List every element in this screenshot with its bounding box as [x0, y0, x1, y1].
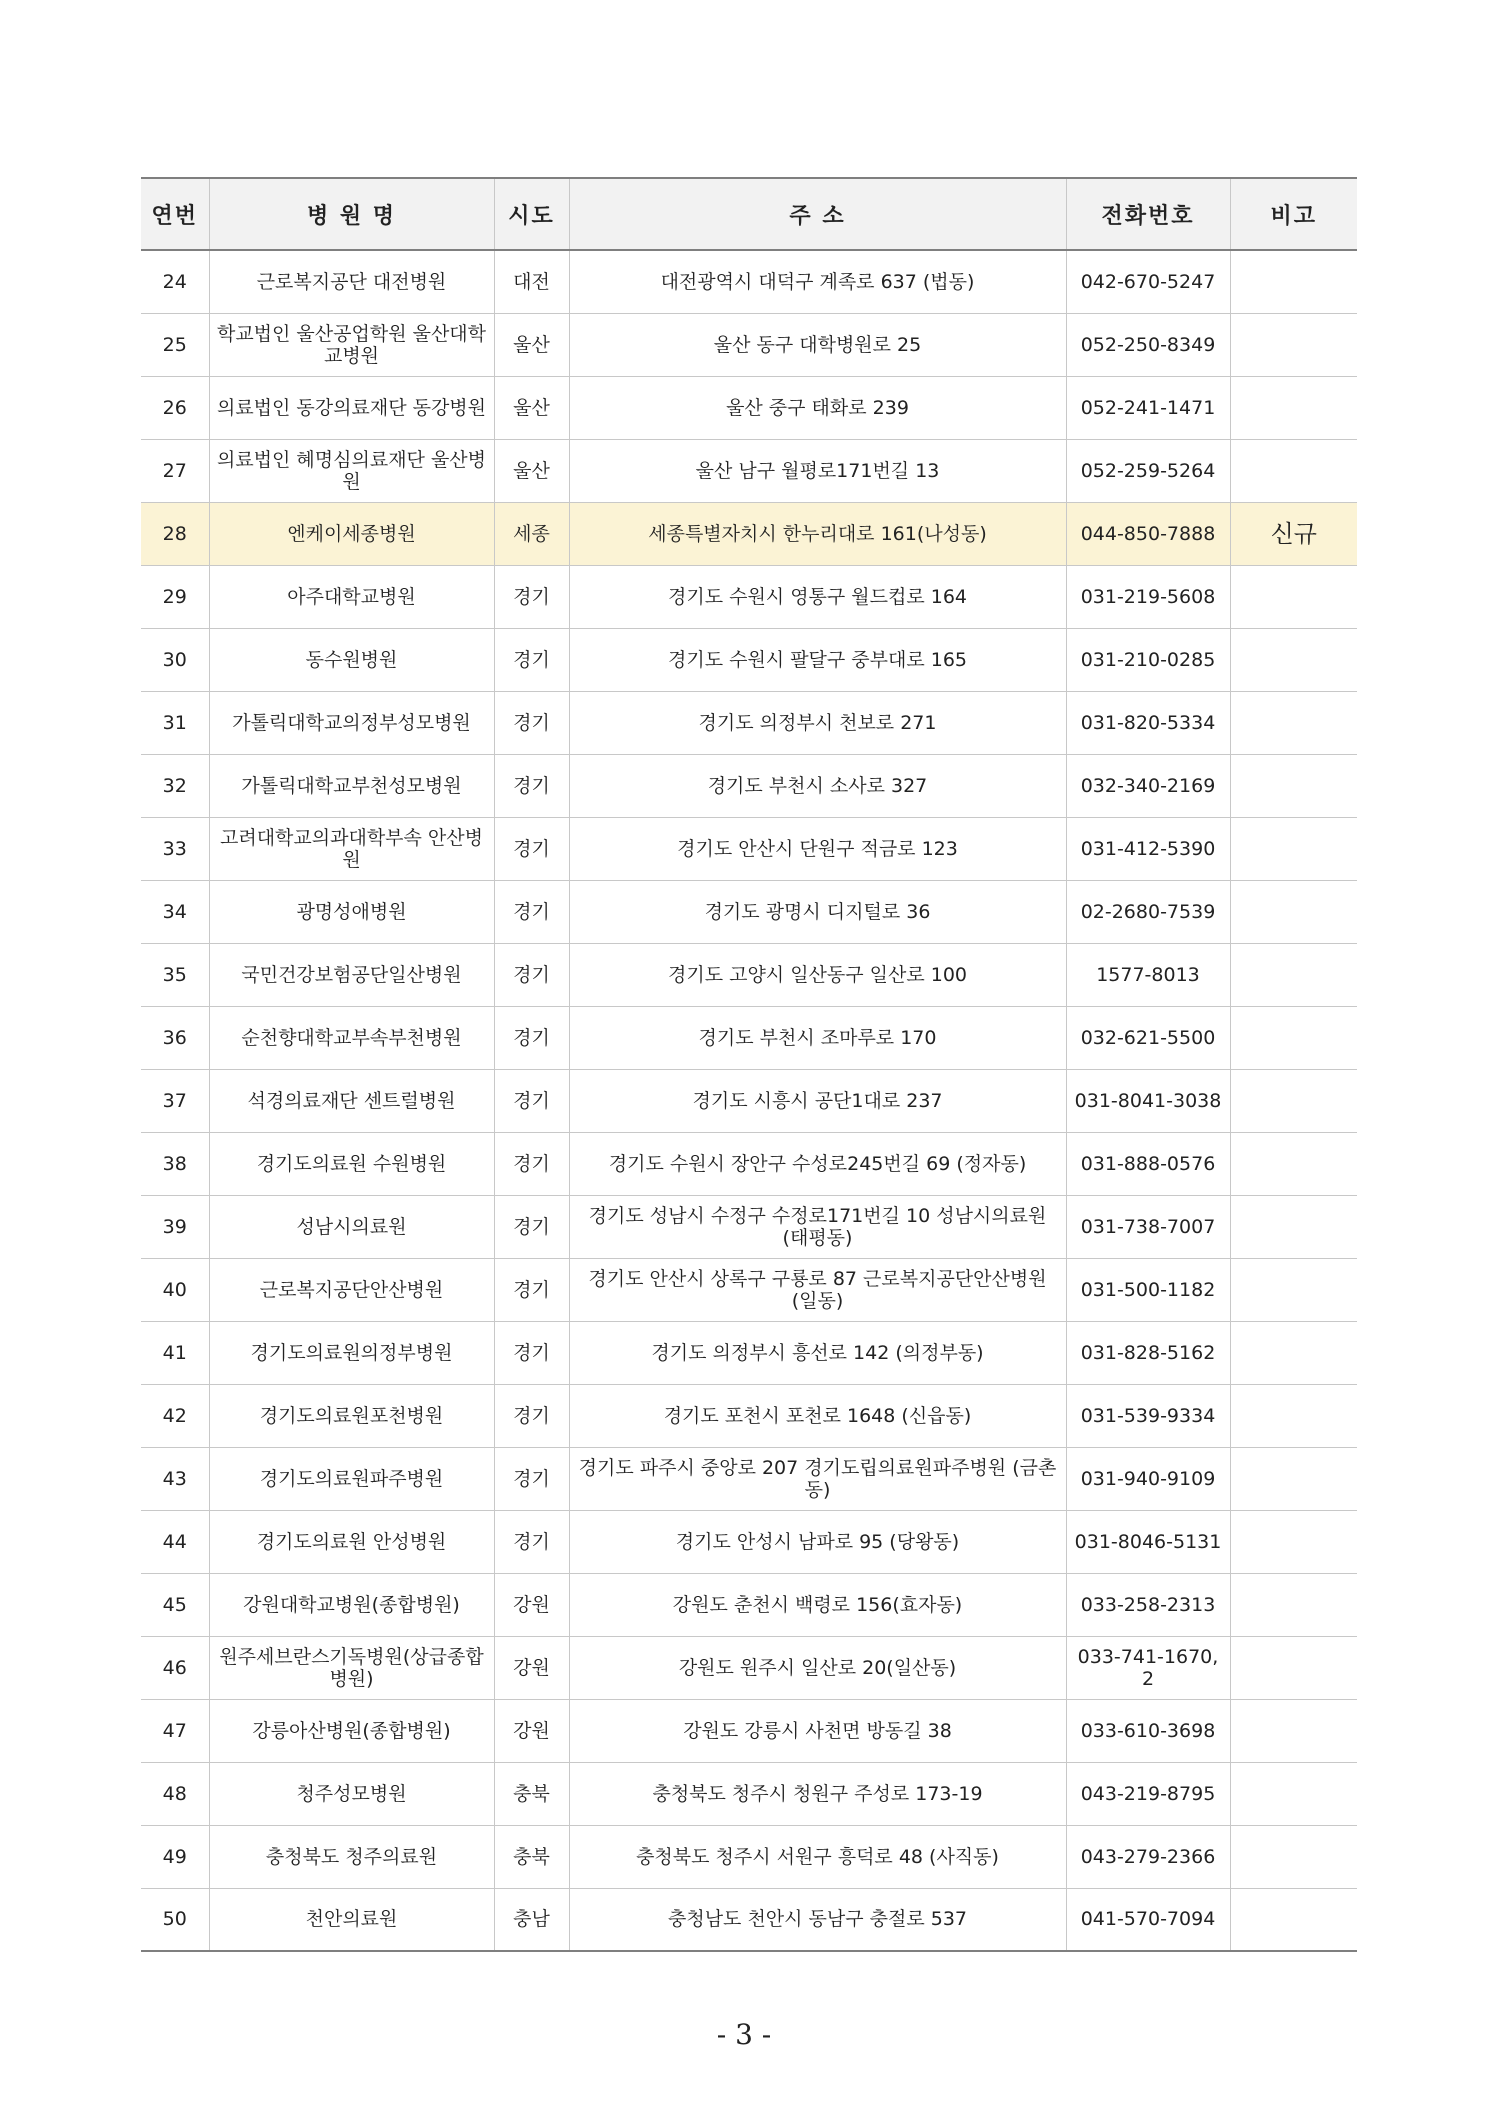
cell-no: 30 — [141, 628, 209, 691]
cell-region: 경기 — [494, 1384, 569, 1447]
cell-region: 경기 — [494, 817, 569, 880]
cell-no: 50 — [141, 1888, 209, 1951]
cell-region: 경기 — [494, 691, 569, 754]
cell-phone: 1577-8013 — [1066, 943, 1230, 1006]
cell-region: 경기 — [494, 1321, 569, 1384]
cell-phone: 032-621-5500 — [1066, 1006, 1230, 1069]
cell-address: 경기도 안산시 단원구 적금로 123 — [569, 817, 1066, 880]
cell-region: 강원 — [494, 1699, 569, 1762]
cell-no: 45 — [141, 1573, 209, 1636]
table-row — [141, 1321, 1357, 1384]
cell-phone: 043-219-8795 — [1066, 1762, 1230, 1825]
cell-no: 35 — [141, 943, 209, 1006]
cell-no: 46 — [141, 1636, 209, 1699]
table-row — [141, 1699, 1357, 1762]
cell-note — [1230, 376, 1357, 439]
cell-phone: 042-670-5247 — [1066, 250, 1230, 313]
cell-note — [1230, 1888, 1357, 1951]
cell-note — [1230, 754, 1357, 817]
cell-region: 충남 — [494, 1888, 569, 1951]
cell-hospital: 학교법인 울산공업학원 울산대학교병원 — [209, 313, 494, 376]
cell-region: 강원 — [494, 1636, 569, 1699]
cell-region: 경기 — [494, 1069, 569, 1132]
cell-address: 경기도 수원시 영통구 월드컵로 164 — [569, 565, 1066, 628]
table-row — [141, 1258, 1357, 1321]
cell-phone: 052-250-8349 — [1066, 313, 1230, 376]
cell-region: 경기 — [494, 628, 569, 691]
cell-phone: 041-570-7094 — [1066, 1888, 1230, 1951]
table-row — [141, 1573, 1357, 1636]
cell-hospital: 국민건강보험공단일산병원 — [209, 943, 494, 1006]
table-row — [141, 250, 1357, 313]
cell-phone: 031-828-5162 — [1066, 1321, 1230, 1384]
table-body — [141, 250, 1357, 1951]
cell-hospital: 광명성애병원 — [209, 880, 494, 943]
cell-region: 경기 — [494, 1447, 569, 1510]
cell-hospital: 충청북도 청주의료원 — [209, 1825, 494, 1888]
table-row — [141, 880, 1357, 943]
cell-address: 경기도 광명시 디지털로 36 — [569, 880, 1066, 943]
cell-no: 32 — [141, 754, 209, 817]
cell-note — [1230, 1132, 1357, 1195]
cell-note — [1230, 1258, 1357, 1321]
cell-no: 39 — [141, 1195, 209, 1258]
cell-hospital: 의료법인 혜명심의료재단 울산병원 — [209, 439, 494, 502]
cell-phone: 031-888-0576 — [1066, 1132, 1230, 1195]
cell-region: 경기 — [494, 1132, 569, 1195]
cell-hospital: 청주성모병원 — [209, 1762, 494, 1825]
cell-note — [1230, 1825, 1357, 1888]
table-row — [141, 1447, 1357, 1510]
cell-phone: 031-820-5334 — [1066, 691, 1230, 754]
hospital-table — [141, 177, 1357, 1952]
cell-phone: 031-500-1182 — [1066, 1258, 1230, 1321]
cell-note — [1230, 1447, 1357, 1510]
table-row — [141, 1384, 1357, 1447]
cell-hospital: 경기도의료원포천병원 — [209, 1384, 494, 1447]
cell-hospital: 석경의료재단 센트럴병원 — [209, 1069, 494, 1132]
cell-hospital: 경기도의료원파주병원 — [209, 1447, 494, 1510]
cell-phone: 031-8046-5131 — [1066, 1510, 1230, 1573]
hospital-table-container — [141, 177, 1357, 1952]
cell-hospital: 경기도의료원 수원병원 — [209, 1132, 494, 1195]
cell-phone: 02-2680-7539 — [1066, 880, 1230, 943]
table-header-row — [141, 178, 1357, 250]
cell-no: 31 — [141, 691, 209, 754]
cell-no: 49 — [141, 1825, 209, 1888]
cell-hospital: 천안의료원 — [209, 1888, 494, 1951]
cell-note — [1230, 439, 1357, 502]
cell-no: 34 — [141, 880, 209, 943]
cell-address: 경기도 안성시 남파로 95 (당왕동) — [569, 1510, 1066, 1573]
cell-no: 33 — [141, 817, 209, 880]
cell-address: 울산 동구 대학병원로 25 — [569, 313, 1066, 376]
cell-phone: 031-539-9334 — [1066, 1384, 1230, 1447]
header-phone: 전화번호 — [1066, 178, 1230, 250]
cell-address: 충청남도 천안시 동남구 충절로 537 — [569, 1888, 1066, 1951]
table-row — [141, 376, 1357, 439]
table-row — [141, 628, 1357, 691]
cell-region: 충북 — [494, 1762, 569, 1825]
cell-region: 울산 — [494, 376, 569, 439]
cell-no: 38 — [141, 1132, 209, 1195]
cell-address: 대전광역시 대덕구 계족로 637 (법동) — [569, 250, 1066, 313]
cell-region: 경기 — [494, 1510, 569, 1573]
cell-phone: 031-940-9109 — [1066, 1447, 1230, 1510]
cell-note — [1230, 1069, 1357, 1132]
cell-note — [1230, 1195, 1357, 1258]
cell-no: 47 — [141, 1699, 209, 1762]
cell-hospital: 고려대학교의과대학부속 안산병원 — [209, 817, 494, 880]
cell-note — [1230, 1006, 1357, 1069]
cell-phone: 033-610-3698 — [1066, 1699, 1230, 1762]
cell-phone: 031-738-7007 — [1066, 1195, 1230, 1258]
cell-hospital: 경기도의료원의정부병원 — [209, 1321, 494, 1384]
header-note: 비고 — [1230, 178, 1357, 250]
table-row — [141, 1636, 1357, 1699]
cell-address: 경기도 고양시 일산동구 일산로 100 — [569, 943, 1066, 1006]
cell-phone: 031-412-5390 — [1066, 817, 1230, 880]
cell-hospital: 근로복지공단안산병원 — [209, 1258, 494, 1321]
cell-note — [1230, 313, 1357, 376]
cell-address: 경기도 부천시 조마루로 170 — [569, 1006, 1066, 1069]
cell-no: 26 — [141, 376, 209, 439]
cell-region: 세종 — [494, 502, 569, 565]
header-region: 시도 — [494, 178, 569, 250]
cell-phone: 031-219-5608 — [1066, 565, 1230, 628]
cell-address: 강원도 원주시 일산로 20(일산동) — [569, 1636, 1066, 1699]
cell-note — [1230, 1321, 1357, 1384]
cell-address: 경기도 수원시 장안구 수성로245번길 69 (정자동) — [569, 1132, 1066, 1195]
cell-phone: 033-258-2313 — [1066, 1573, 1230, 1636]
cell-hospital: 근로복지공단 대전병원 — [209, 250, 494, 313]
table-row — [141, 754, 1357, 817]
cell-hospital: 원주세브란스기독병원(상급종합병원) — [209, 1636, 494, 1699]
cell-address: 경기도 의정부시 천보로 271 — [569, 691, 1066, 754]
header-address: 주 소 — [569, 178, 1066, 250]
cell-hospital: 강릉아산병원(종합병원) — [209, 1699, 494, 1762]
cell-address: 충청북도 청주시 청원구 주성로 173-19 — [569, 1762, 1066, 1825]
cell-region: 강원 — [494, 1573, 569, 1636]
cell-address: 세종특별자치시 한누리대로 161(나성동) — [569, 502, 1066, 565]
page-number: - 3 - — [716, 2018, 772, 2051]
cell-no: 40 — [141, 1258, 209, 1321]
cell-note — [1230, 1762, 1357, 1825]
cell-hospital: 성남시의료원 — [209, 1195, 494, 1258]
cell-no: 43 — [141, 1447, 209, 1510]
cell-note — [1230, 565, 1357, 628]
cell-note — [1230, 1384, 1357, 1447]
table-row — [141, 313, 1357, 376]
cell-region: 울산 — [494, 439, 569, 502]
cell-hospital: 엔케이세종병원 — [209, 502, 494, 565]
table-row — [141, 817, 1357, 880]
cell-hospital: 가톨릭대학교의정부성모병원 — [209, 691, 494, 754]
cell-no: 37 — [141, 1069, 209, 1132]
cell-region: 경기 — [494, 1006, 569, 1069]
cell-address: 울산 남구 월평로171번길 13 — [569, 439, 1066, 502]
cell-address: 경기도 의정부시 흥선로 142 (의정부동) — [569, 1321, 1066, 1384]
cell-region: 경기 — [494, 943, 569, 1006]
cell-no: 42 — [141, 1384, 209, 1447]
cell-note — [1230, 250, 1357, 313]
cell-hospital: 경기도의료원 안성병원 — [209, 1510, 494, 1573]
cell-hospital: 가톨릭대학교부천성모병원 — [209, 754, 494, 817]
cell-no: 48 — [141, 1762, 209, 1825]
cell-note — [1230, 880, 1357, 943]
cell-address: 경기도 부천시 소사로 327 — [569, 754, 1066, 817]
table-row — [141, 1762, 1357, 1825]
cell-note — [1230, 1636, 1357, 1699]
cell-no: 41 — [141, 1321, 209, 1384]
cell-address: 경기도 파주시 중앙로 207 경기도립의료원파주병원 (금촌동) — [569, 1447, 1066, 1510]
cell-hospital: 아주대학교병원 — [209, 565, 494, 628]
table-row — [141, 502, 1357, 565]
cell-note — [1230, 1699, 1357, 1762]
cell-phone: 031-210-0285 — [1066, 628, 1230, 691]
cell-hospital: 동수원병원 — [209, 628, 494, 691]
cell-hospital: 강원대학교병원(종합병원) — [209, 1573, 494, 1636]
cell-phone: 044-850-7888 — [1066, 502, 1230, 565]
table-row — [141, 439, 1357, 502]
cell-region: 경기 — [494, 880, 569, 943]
cell-phone: 052-259-5264 — [1066, 439, 1230, 502]
table-row — [141, 691, 1357, 754]
cell-address: 강원도 춘천시 백령로 156(효자동) — [569, 1573, 1066, 1636]
cell-no: 25 — [141, 313, 209, 376]
cell-note: 신규 — [1230, 502, 1357, 565]
table-row — [141, 1888, 1357, 1951]
table-row — [141, 1825, 1357, 1888]
cell-note — [1230, 943, 1357, 1006]
cell-no: 27 — [141, 439, 209, 502]
table-row — [141, 1510, 1357, 1573]
table-row — [141, 1069, 1357, 1132]
cell-region: 경기 — [494, 565, 569, 628]
table-row — [141, 1195, 1357, 1258]
cell-hospital: 의료법인 동강의료재단 동강병원 — [209, 376, 494, 439]
cell-address: 경기도 수원시 팔달구 중부대로 165 — [569, 628, 1066, 691]
cell-phone: 032-340-2169 — [1066, 754, 1230, 817]
header-no: 연번 — [141, 178, 209, 250]
cell-address: 경기도 포천시 포천로 1648 (신읍동) — [569, 1384, 1066, 1447]
cell-hospital: 순천향대학교부속부천병원 — [209, 1006, 494, 1069]
cell-no: 29 — [141, 565, 209, 628]
cell-region: 울산 — [494, 313, 569, 376]
cell-phone: 052-241-1471 — [1066, 376, 1230, 439]
cell-note — [1230, 628, 1357, 691]
cell-note — [1230, 817, 1357, 880]
cell-region: 경기 — [494, 1258, 569, 1321]
header-hospital: 병 원 명 — [209, 178, 494, 250]
cell-region: 충북 — [494, 1825, 569, 1888]
cell-address: 울산 중구 태화로 239 — [569, 376, 1066, 439]
cell-region: 경기 — [494, 1195, 569, 1258]
cell-address: 충청북도 청주시 서원구 흥덕로 48 (사직동) — [569, 1825, 1066, 1888]
cell-region: 대전 — [494, 250, 569, 313]
cell-no: 28 — [141, 502, 209, 565]
table-row — [141, 1132, 1357, 1195]
cell-phone: 033-741-1670, 2 — [1066, 1636, 1230, 1699]
cell-no: 44 — [141, 1510, 209, 1573]
cell-note — [1230, 1510, 1357, 1573]
cell-note — [1230, 1573, 1357, 1636]
cell-phone: 043-279-2366 — [1066, 1825, 1230, 1888]
cell-address: 경기도 성남시 수정구 수정로171번길 10 성남시의료원 (태평동) — [569, 1195, 1066, 1258]
table-row — [141, 943, 1357, 1006]
table-row — [141, 1006, 1357, 1069]
cell-address: 강원도 강릉시 사천면 방동길 38 — [569, 1699, 1066, 1762]
cell-no: 36 — [141, 1006, 209, 1069]
cell-phone: 031-8041-3038 — [1066, 1069, 1230, 1132]
cell-no: 24 — [141, 250, 209, 313]
cell-region: 경기 — [494, 754, 569, 817]
cell-address: 경기도 안산시 상록구 구룡로 87 근로복지공단안산병원 (일동) — [569, 1258, 1066, 1321]
cell-note — [1230, 691, 1357, 754]
cell-address: 경기도 시흥시 공단1대로 237 — [569, 1069, 1066, 1132]
table-row — [141, 565, 1357, 628]
